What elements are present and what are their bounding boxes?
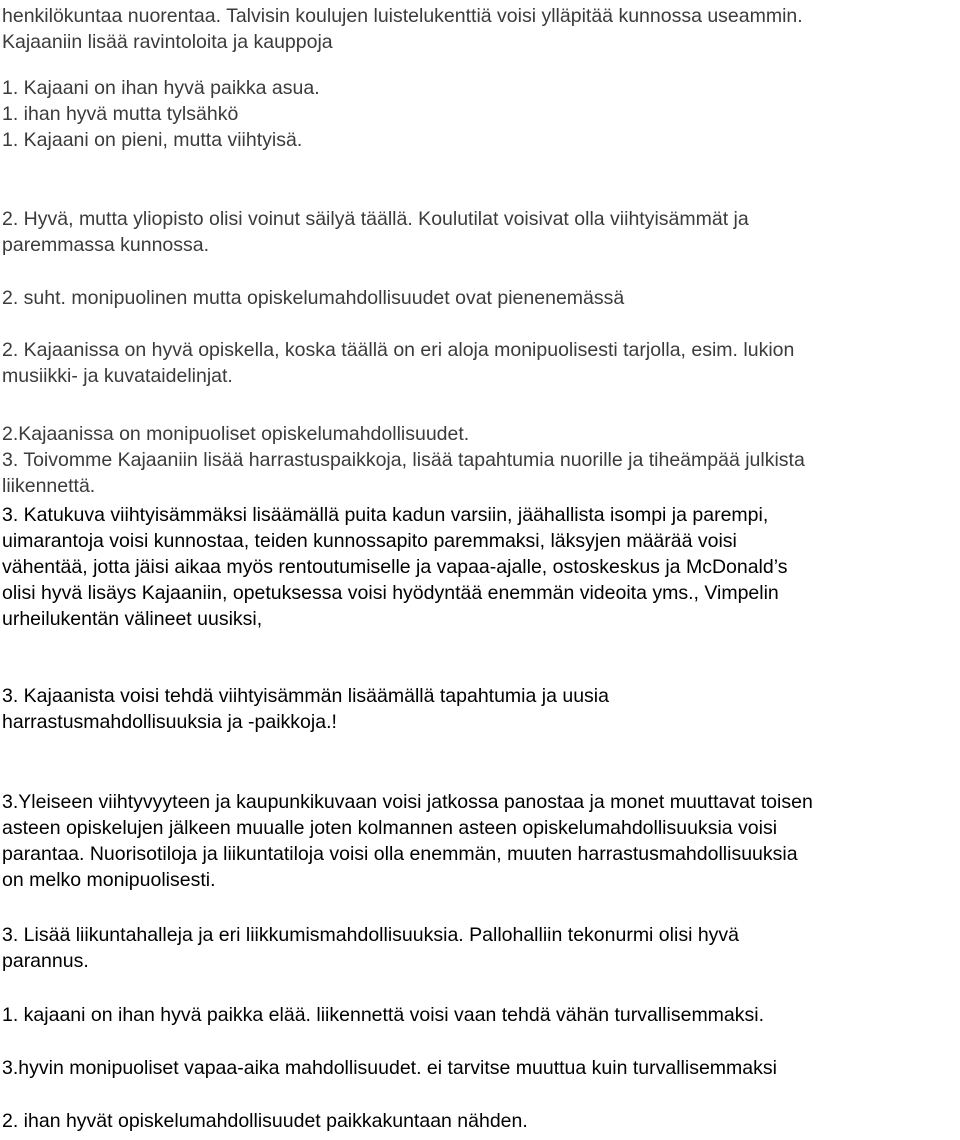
- text-line: olisi hyvä lisäys Kajaaniin, opetuksessa voisi hyödyntää enemmän videoita yms., Vimpelin: [2, 582, 779, 604]
- text-line: uimarantoja voisi kunnostaa, teiden kunnossapito paremmaksi, läksyjen määrää voisi: [2, 530, 737, 552]
- text-line: paremmassa kunnossa.: [2, 234, 210, 256]
- text-line: liikennettä.: [2, 475, 96, 497]
- text-line: on melko monipuolisesti.: [2, 869, 216, 891]
- text-line: asteen opiskelujen jälkeen muualle joten kolmannen asteen opiskelumahdollisuuksia voisi: [2, 817, 778, 839]
- text-line: 2. ihan hyvät opiskelumahdollisuudet paikkakuntaan nähden.: [2, 1110, 528, 1132]
- paragraph-1: [2, 3, 952, 55]
- text-line: Kajaaniin lisää ravintoloita ja kauppoja: [2, 31, 333, 53]
- paragraph-3: [2, 206, 952, 258]
- text-line: urheilukentän välineet uusiksi,: [2, 608, 263, 630]
- paragraph-10: [2, 922, 952, 974]
- paragraph-5: [2, 337, 952, 389]
- text-line: 3.Yleiseen viihtyvyyteen ja kaupunkikuvaan voisi jatkossa panostaa ja monet muuttavat toisen: [2, 791, 813, 813]
- text-line: 3. Toivomme Kajaaniin lisää harrastuspaikkoja, lisää tapahtumia nuorille ja tiheämpää julkista: [2, 449, 805, 471]
- text-line: 3.hyvin monipuoliset vapaa-aika mahdollisuudet. ei tarvitse muuttua kuin turvallisemmaksi: [2, 1057, 777, 1079]
- paragraph-7: [2, 502, 952, 632]
- text-line: 2. suht. monipuolinen mutta opiskelumahdollisuudet ovat pienenemässä: [2, 287, 625, 309]
- text-line: 2. Kajaanissa on hyvä opiskella, koska täällä on eri aloja monipuolisesti tarjolla, esim. lukion: [2, 339, 795, 361]
- text-line: musiikki- ja kuvataidelinjat.: [2, 365, 233, 387]
- text-line: parantaa. Nuorisotiloja ja liikuntatiloja voisi olla enemmän, muuten harrastusmahdollisuuksia: [2, 843, 798, 865]
- paragraph-2: [2, 75, 952, 153]
- text-line: 2.Kajaanissa on monipuoliset opiskelumahdollisuudet.: [2, 423, 470, 445]
- paragraph-12: [2, 1055, 952, 1081]
- text-line: harrastusmahdollisuuksia ja -paikkoja.!: [2, 711, 337, 733]
- text-line: 1. ihan hyvä mutta tylsähkö: [2, 103, 239, 125]
- paragraph-8: [2, 683, 952, 735]
- text-line: 3. Katukuva viihtyisämmäksi lisäämällä puita kadun varsiin, jäähallista isompi ja parempi,: [2, 504, 769, 526]
- text-line: parannus.: [2, 950, 89, 972]
- text-line: 1. Kajaani on ihan hyvä paikka asua.: [2, 77, 320, 99]
- text-line: 3. Kajaanista voisi tehdä viihtyisämmän lisäämällä tapahtumia ja uusia: [2, 685, 609, 707]
- paragraph-6: [2, 421, 952, 499]
- text-line: 2. Hyvä, mutta yliopisto olisi voinut säilyä täällä. Koulutilat voisivat olla viihtyisämmät ja: [2, 208, 749, 230]
- text-line: 1. kajaani on ihan hyvä paikka elää. liikennettä voisi vaan tehdä vähän turvallisemmaksi.: [2, 1004, 765, 1026]
- text-line: vähentää, jotta jäisi aikaa myös rentoutumiselle ja vapaa-ajalle, ostoskeskus ja McDonald’s: [2, 556, 788, 578]
- text-line: henkilökuntaa nuorentaa. Talvisin koulujen luistelukenttiä voisi ylläpitää kunnossa useammin.: [2, 5, 803, 27]
- text-line: 3. Lisää liikuntahalleja ja eri liikkumismahdollisuuksia. Pallohalliin tekonurmi olisi hyvä: [2, 924, 740, 946]
- paragraph-13: [2, 1108, 952, 1134]
- paragraph-4: [2, 285, 952, 311]
- paragraph-11: [2, 1002, 952, 1028]
- paragraph-9: [2, 789, 952, 893]
- text-line: 1. Kajaani on pieni, mutta viihtyisä.: [2, 129, 303, 151]
